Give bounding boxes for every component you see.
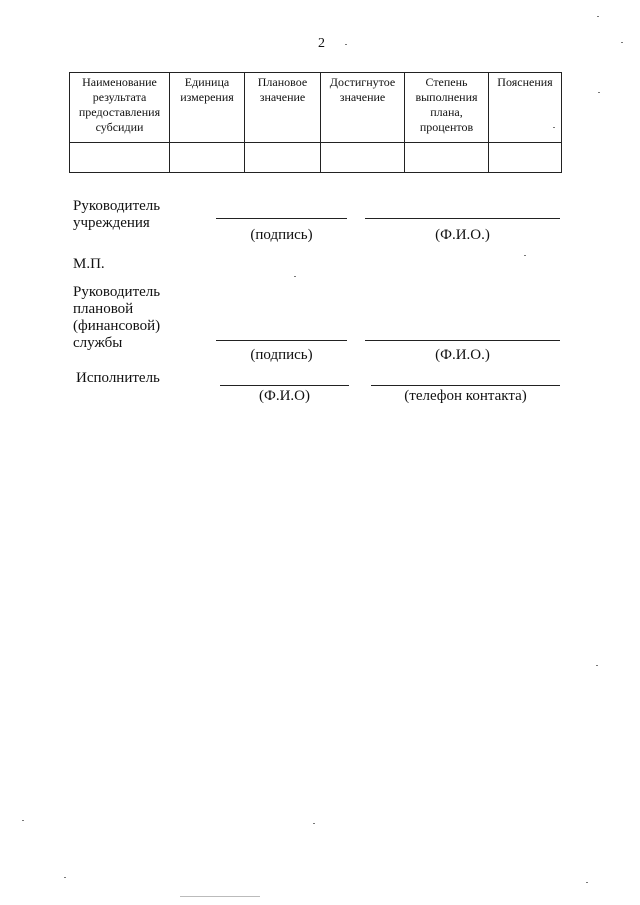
stamp-label: М.П. (73, 256, 105, 272)
scan-speck (64, 877, 66, 878)
label-line: службы (73, 335, 123, 351)
name-line[interactable] (220, 385, 349, 386)
scan-speck (524, 255, 526, 256)
table-row (70, 143, 562, 173)
signature-caption: (подпись) (250, 347, 313, 363)
scan-speck (598, 92, 600, 93)
name-caption: (Ф.И.О) (258, 388, 310, 404)
header-result-name: Наименование результата предоставления субсидии (70, 73, 170, 143)
scan-speck (586, 882, 588, 883)
signature-caption: (подпись) (250, 227, 313, 243)
table-header-row (70, 73, 562, 143)
scan-speck (180, 896, 260, 897)
name-line[interactable] (365, 218, 560, 219)
scan-speck (597, 16, 599, 17)
signature-line[interactable] (216, 218, 347, 219)
scan-speck (22, 820, 24, 821)
signature-line[interactable] (216, 340, 347, 341)
executor-label: Исполнитель (76, 370, 160, 386)
page-number: 2 (318, 36, 325, 51)
label-line: Руководитель (73, 198, 161, 214)
label-line: плановой (73, 301, 134, 317)
table-cell[interactable] (405, 143, 489, 173)
name-caption: (Ф.И.О.) (435, 347, 490, 363)
head-of-institution-label (73, 198, 160, 232)
phone-caption: (телефон контакта) (404, 388, 527, 404)
label-line: (финансовой) (73, 318, 161, 334)
scan-speck (621, 42, 623, 43)
header-unit: Единица измерения (170, 73, 245, 143)
scan-speck (553, 127, 555, 128)
results-table (69, 72, 562, 173)
label-line: учреждения (73, 215, 150, 231)
header-notes: Пояснения (489, 73, 562, 143)
scan-speck (596, 665, 598, 666)
table-cell[interactable] (489, 143, 562, 173)
scan-speck (313, 823, 315, 824)
name-line[interactable] (365, 340, 560, 341)
scan-speck (345, 44, 347, 45)
table-cell[interactable] (170, 143, 245, 173)
header-completion-percent: Степень выполнения плана, процентов (405, 73, 489, 143)
scan-speck (294, 276, 296, 277)
name-caption: (Ф.И.О.) (435, 227, 490, 243)
table-cell[interactable] (70, 143, 170, 173)
header-achieved-value: Достигнутое значение (321, 73, 405, 143)
header-planned-value: Плановое значение (245, 73, 321, 143)
table-cell[interactable] (245, 143, 321, 173)
table-cell[interactable] (321, 143, 405, 173)
head-of-finance-label (73, 284, 160, 352)
label-line: Руководитель (73, 284, 161, 300)
phone-line[interactable] (371, 385, 560, 386)
